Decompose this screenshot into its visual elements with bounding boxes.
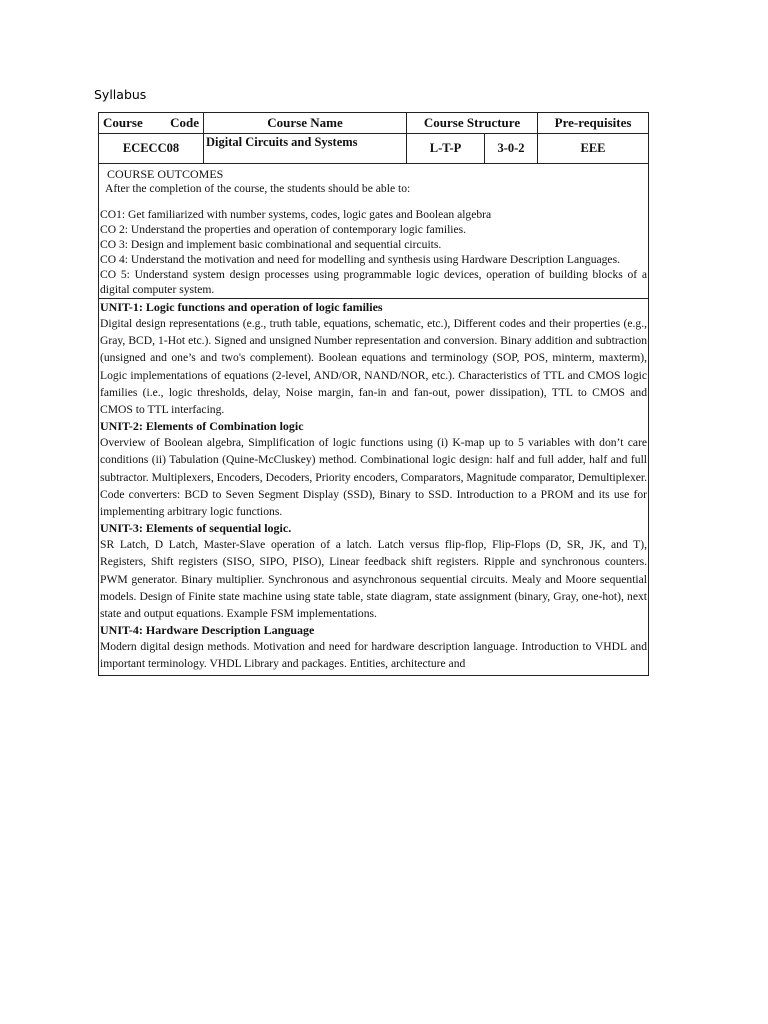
header-course-structure: Course Structure: [407, 113, 538, 134]
ltp-value: 3-0-2: [485, 134, 538, 164]
unit-content: Overview of Boolean algebra, Simplification of logic functions using (i) K-map up to 5 variables with don’t care conditions (ii) Tabulation (Quine-McCluskey) method. Combinational logic design: half and full adder, half and full subtractor. Multiplexers, Encoders, Decoders, Priority encoders, Comparators, Magnitude comparator, Demultiplexer. Code converters: BCD to Seven Segment Display (SSD), Binary to SSD. Introduction to a PROM and its use for implementing arbitrary logic functions.: [100, 436, 648, 519]
unit-title: UNIT-2: Elements of Combination logic: [100, 419, 304, 434]
content-row: [99, 164, 649, 676]
outcome-item: CO 3: Design and implement basic combinational and sequential circuits.: [100, 238, 442, 251]
outcomes-intro: After the completion of the course, the students should be able to:: [105, 182, 411, 195]
ltp-label: L-T-P: [407, 134, 485, 164]
outcomes-title: COURSE OUTCOMES: [107, 167, 224, 181]
unit-title: UNIT-4: Hardware Description Language: [100, 623, 315, 638]
course-prerequisites: EEE: [538, 134, 649, 164]
course-row: [99, 134, 649, 164]
syllabus-table: [98, 112, 649, 676]
table-header-row: [99, 113, 649, 134]
unit-content: Modern digital design methods. Motivation and need for hardware description language. Introduction to VHDL and important terminology. VHDL Library and packages. Entities, architecture and: [100, 640, 648, 671]
header-course-name: Course Name: [204, 113, 407, 134]
course-content: [99, 164, 649, 676]
unit-content: SR Latch, D Latch, Master-Slave operation of a latch. Latch versus flip-flop, Flip-Flops (D, SR, JK, and T), Registers, Shift registers (SISO, SIPO, PISO), Linear feedback shift registers. Ripple and synchronous counters. PWM generator. Binary multiplier. Synchronous and asynchronous sequential circuits. Mealy and Moore sequential models. Design of Finite state machine using state table, state diagram, state assignment (binary, Gray, one-hot), next state and output equations. Example FSM implementations.: [100, 538, 648, 621]
header-prerequisites: Pre-requisites: [538, 113, 649, 134]
unit-title: UNIT-3: Elements of sequential logic.: [100, 521, 292, 536]
header-course-code: Course Code: [99, 113, 204, 134]
page-heading: Syllabus: [94, 87, 147, 102]
outcome-item: CO1: Get familiarized with number systems, codes, logic gates and Boolean algebra: [100, 208, 492, 221]
outcome-item: CO 2: Understand the properties and operation of contemporary logic families.: [100, 223, 467, 236]
unit-content: Digital design representations (e.g., truth table, equations, schematic, etc.), Different codes and their properties (e.g., Gray, BCD, 1-Hot etc.). Signed and unsigned Number representation and conversion. Binary addition and subtraction (unsigned and one’s and two's complement). Boolean equations and terminology (SOP, POS, minterm, maxterm), Logic implementations of equations (2-level, AND/OR, NAND/NOR, etc.). Characteristics of TTL and CMOS logic families (i.e., logic thresholds, delay, Noise margin, fan-in and fan-out, power dissipation), TTL to CMOS and CMOS to TTL interfacing.: [100, 317, 648, 417]
course-name: Digital Circuits and Systems: [204, 134, 407, 164]
unit-title: UNIT-1: Logic functions and operation of logic families: [99, 298, 648, 315]
outcome-item: CO 5: Understand system design processes using programmable logic devices, operation of building blocks of a digital computer system.: [100, 268, 648, 296]
outcome-item: CO 4: Understand the motivation and need for modelling and synthesis using Hardware Description Languages.: [100, 253, 620, 266]
course-code: ECECC08: [99, 134, 204, 164]
